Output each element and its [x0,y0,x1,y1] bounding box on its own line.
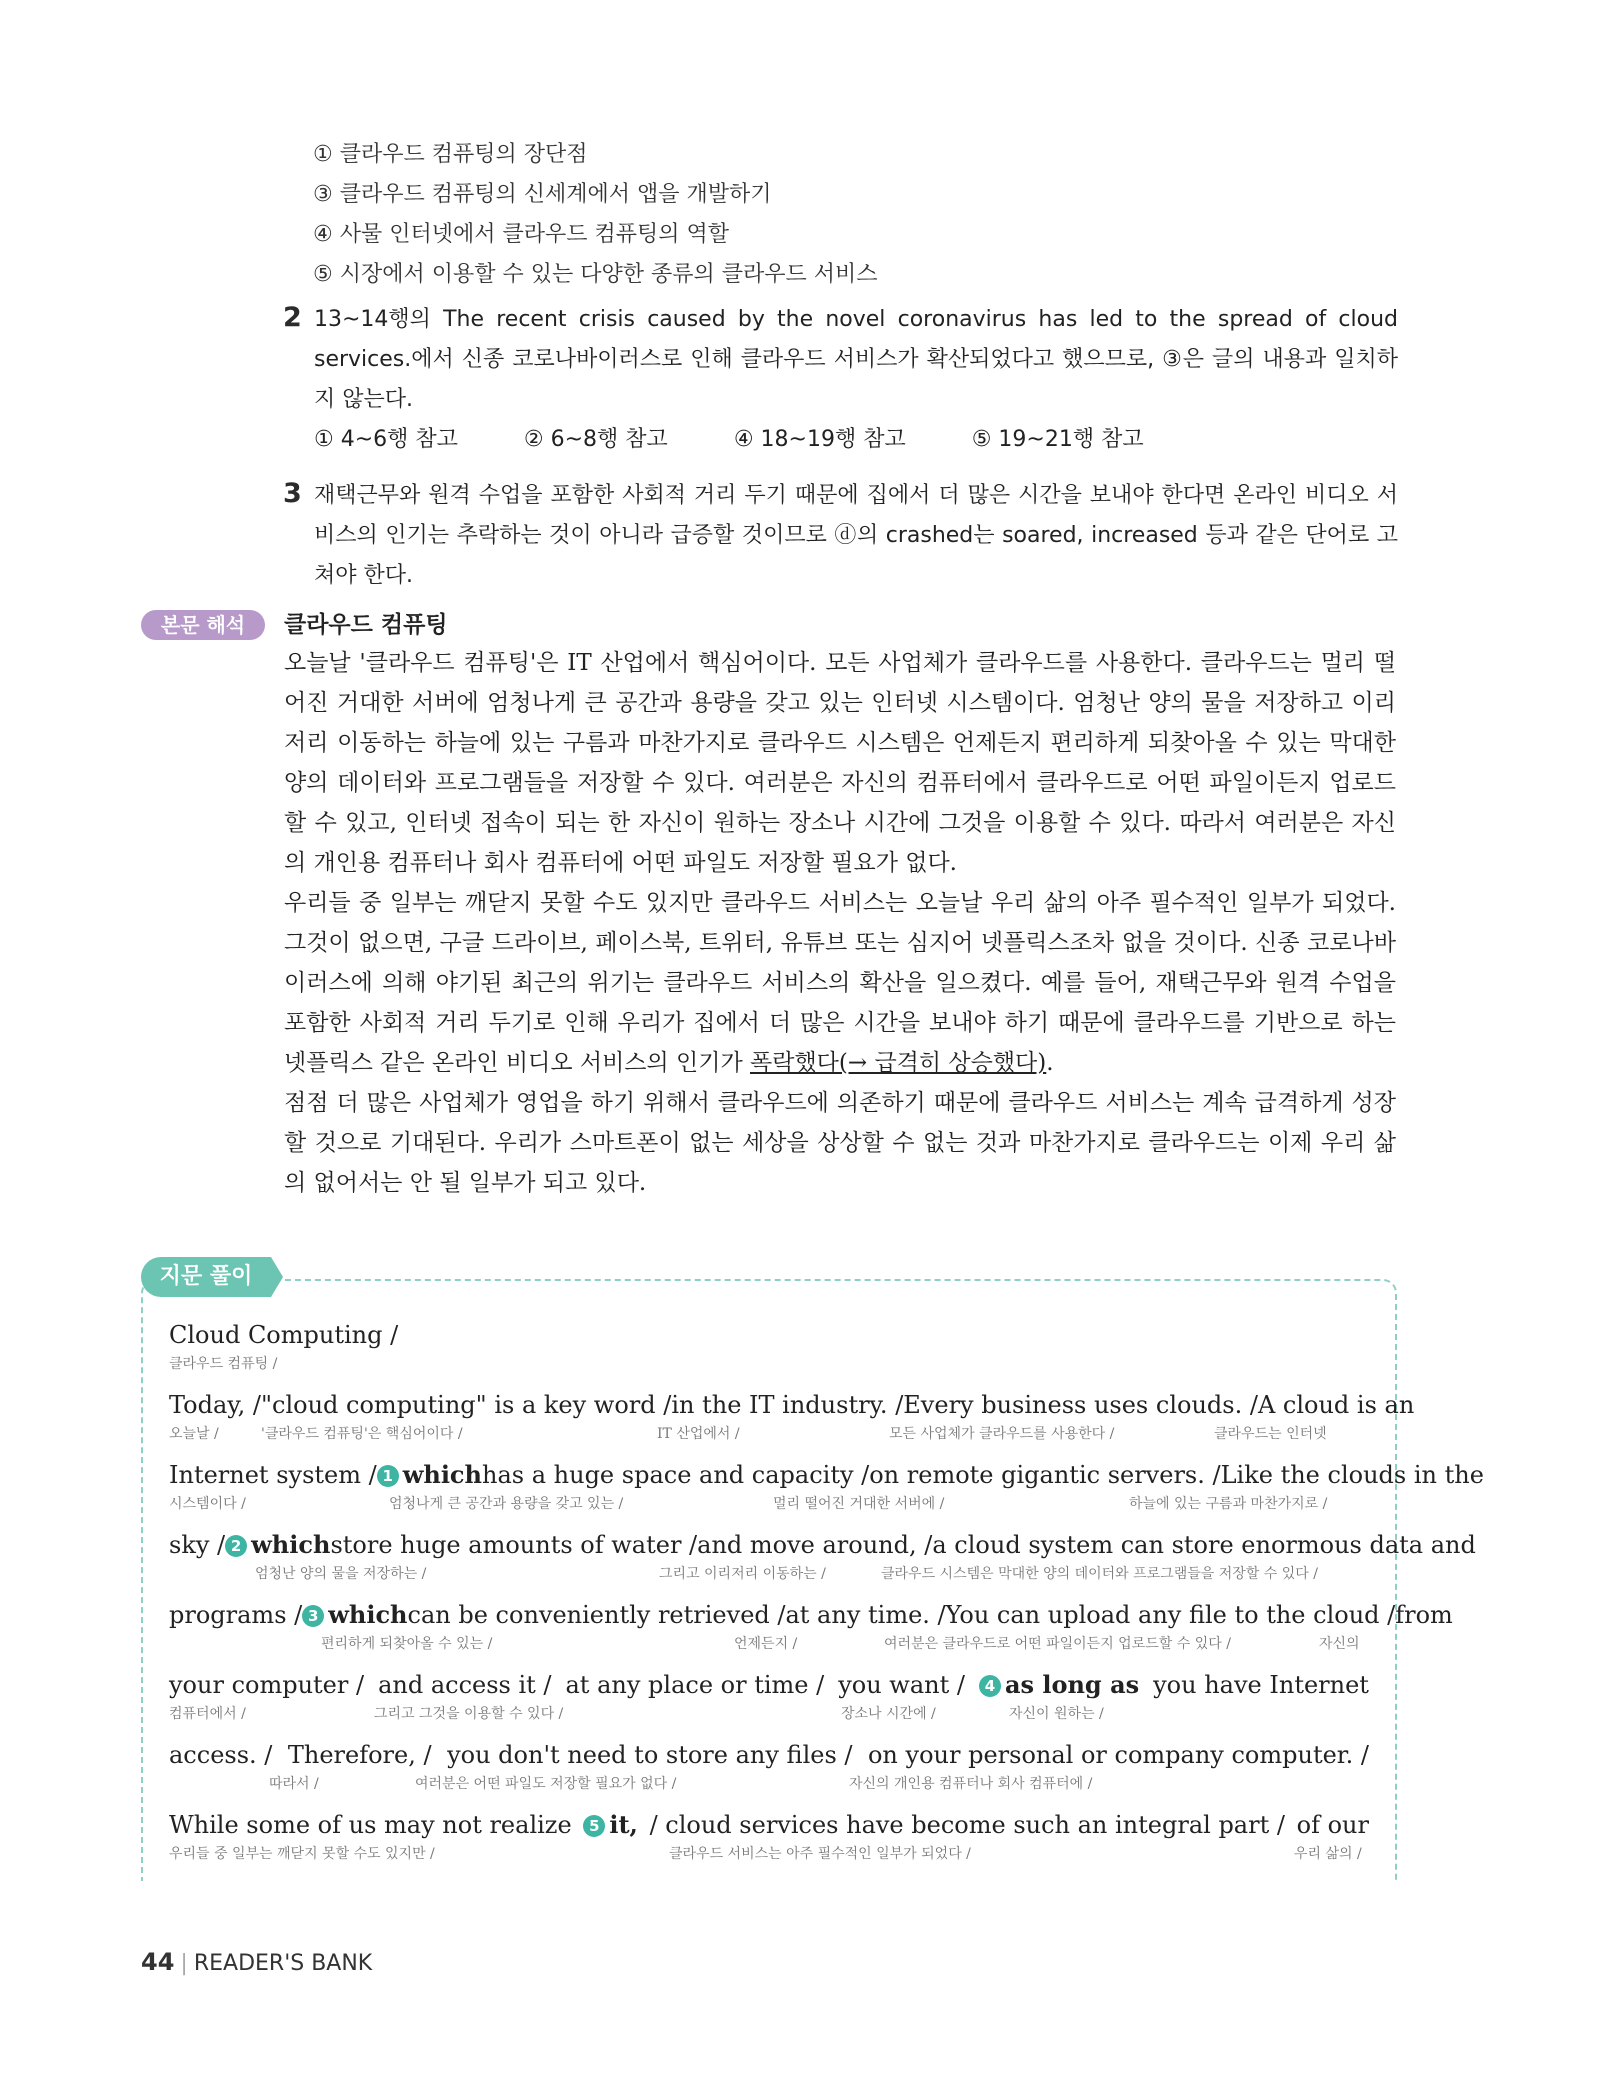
gloss: 클라우드는 인터넷 [1214,1426,1327,1442]
gloss: 엄청난 양의 물을 저장하는 / [255,1566,427,1582]
passage-line [169,1600,1453,1660]
translation-paragraph: 오늘날 '클라우드 컴퓨팅'은 IT 산업에서 핵심어이다. 모든 사업체가 클라우드를 사용한다. 클라우드는 멀리 떨어진 거대한 서버에 엄청나게 큰 공간과 용량을 갖고 있는 인터넷 시스템이다. 엄청난 양의 물을 저장하고 이리저리 이동하는 하늘에 있는 구름과 마찬가지로 클라우드 시스템은 언제든지 편리하게 되찾아올 수 있는 막대한 양의 데이터와 프로그램들을 저장할 수 있다. 여러분은 자신의 컴퓨터에서 클라우드로 어떤 파일이든지 업로드할 수 있고, 인터넷 접속이 되는 한 자신이 원하는 장소나 시간에 그것을 이용할 수 있다. 따라서 여러분은 자신의 개인용 컴퓨터나 회사 컴퓨터에 어떤 파일도 저장할 필요가 없다. [284,650,1396,876]
keyword: as long as [1004,1670,1140,1699]
reference: ⑤ 19~21행 참고 [971,427,1144,452]
keyword: which [328,1600,408,1629]
gloss: 그리고 그것을 이용할 수 있다 / [374,1706,564,1722]
separator: | [180,1951,188,1976]
gloss: 그리고 이리저리 이동하는 / [659,1566,826,1582]
gloss: IT 산업에서 / [657,1426,740,1442]
phrase: Today, / [169,1391,261,1419]
gloss: 여러분은 어떤 파일도 저장할 필요가 없다 / [415,1776,677,1792]
phrase: on your personal or company computer. / [867,1741,1369,1769]
keyword: which [251,1530,331,1559]
gloss: 자신의 [1319,1636,1360,1652]
phrase: store huge amounts of water / [330,1531,698,1559]
phrase: / cloud services have become such an integral part / [649,1811,1285,1839]
gloss: 클라우드 서비스는 아주 필수적인 일부가 되었다 / [669,1846,971,1862]
page-number: 44 [141,1948,175,1976]
phrase: a cloud system can store enormous data and [932,1531,1476,1559]
gloss: '클라우드 컴퓨팅'은 핵심어이다 / [261,1426,463,1442]
keyword: it, [609,1810,638,1839]
explanation-text: 재택근무와 원격 수업을 포함한 사회적 거리 두기 때문에 집에서 더 많은 시간을 보내야 한다면 온라인 비디오 서비스의 인기는 추락하는 것이 아니라 급증할 것이므로 ⓓ의 crashed는 soared, increased 등과 같은 단어로 고쳐야 한다. [314,483,1398,588]
gloss: 장소나 시간에 / [841,1706,936,1722]
phrase: at any time. / [785,1601,946,1629]
phrase-with-marker [225,1530,330,1560]
corrected-phrase: 폭락했다(→ 급격히 상승했다) [750,1050,1047,1076]
phrase: sky / [169,1531,226,1559]
phrase: your computer / [169,1671,365,1699]
paragraph-end: . [1046,1050,1054,1076]
gloss: 클라우드 컴퓨팅 / [169,1356,278,1372]
translation-body [284,643,1396,1203]
gloss: 오늘날 / [169,1426,219,1442]
gloss: 따라서 / [269,1776,319,1792]
marker-5-icon: 5 [583,1815,605,1837]
reference: ④ 18~19행 참고 [733,427,906,452]
phrase: and move around, / [697,1531,933,1559]
phrase-with-marker [302,1600,407,1630]
translation-title: 클라우드 컴퓨팅 [284,612,448,638]
phrase-with-marker [583,1810,638,1840]
phrase: Therefore, / [287,1741,432,1769]
gloss: 클라우드 시스템은 막대한 양의 데이터와 프로그램들을 저장할 수 있다 / [881,1566,1318,1582]
option-1: ① 클라우드 컴퓨팅의 장단점 [313,142,588,167]
paragraph-text: 우리들 중 일부는 깨닫지 못할 수도 있지만 클라우드 서비스는 오늘날 우리 삶의 아주 필수적인 일부가 되었다. 그것이 없으면, 구글 드라이브, 페이스북, 트위터, 유튜브 또는 심지어 넷플릭스조차 없을 것이다. 신종 코로나바이러스에 의해 야기된 최근의 위기는 클라우드 서비스의 확산을 일으켰다. 예를 들어, 재택근무와 원격 수업을 포함한 사회적 거리 두기로 인해 우리가 집에서 더 많은 시간을 보내야 하기 때문에 클라우드를 기반으로 하는 넷플릭스 같은 온라인 비디오 서비스의 인기가 [284,890,1396,1076]
phrase-with-marker [979,1670,1139,1700]
gloss: 우리 삶의 / [1294,1846,1362,1862]
phrase: in the IT industry. / [671,1391,904,1419]
passage-line [169,1390,1415,1450]
explanation-2 [283,300,1398,460]
book-title: READER'S BANK [193,1951,373,1976]
phrase: Every business uses clouds. / [903,1391,1258,1419]
phrase: you want / [838,1671,965,1699]
phrase: A cloud is an [1257,1391,1415,1419]
gloss: 여러분은 클라우드로 어떤 파일이든지 업로드할 수 있다 / [884,1636,1231,1652]
phrase: programs / [169,1601,303,1629]
keyword: which [402,1460,482,1489]
question-number: 3 [283,478,302,509]
passage-line [169,1810,1369,1870]
translation-paragraph [284,883,1396,1083]
explanation-3 [283,476,1398,596]
page-footer [141,1948,372,1976]
phrase: of our [1296,1811,1369,1839]
phrase: from [1395,1601,1453,1629]
passage-line [169,1530,1476,1590]
option-4: ④ 사물 인터넷에서 클라우드 컴퓨팅의 역할 [313,222,729,247]
passage-line [169,1670,1369,1730]
phrase: Cloud Computing / [169,1321,399,1349]
gloss: 모든 사업체가 클라우드를 사용한다 / [889,1426,1115,1442]
translation-paragraph: 점점 더 많은 사업체가 영업을 하기 위해서 클라우드에 의존하기 때문에 클라우드 서비스는 계속 급격하게 성장할 것으로 기대된다. 우리가 스마트폰이 없는 세상을 상상할 수 없는 것과 마찬가지로 클라우드는 이제 우리 삶의 없어서는 안 될 일부가 되고 있다. [284,1090,1396,1196]
gloss: 시스템이다 / [169,1496,246,1512]
gloss: 엄청나게 큰 공간과 용량을 갖고 있는 / [389,1496,624,1512]
option-3: ③ 클라우드 컴퓨팅의 신세계에서 앱을 개발하기 [313,182,772,207]
phrase: has a huge space and capacity / [482,1461,870,1489]
phrase: on remote gigantic servers. / [869,1461,1221,1489]
line-references [314,420,1398,460]
phrase: you don't need to store any files / [447,1741,853,1769]
phrase: "cloud computing" is a key word / [260,1391,672,1419]
gloss: 컴퓨터에서 / [169,1706,246,1722]
reference: ② 6~8행 참고 [523,427,668,452]
passage-line [169,1320,1369,1380]
phrase: and access it / [378,1671,552,1699]
gloss: 우리들 중 일부는 깨닫지 못할 수도 있지만 / [169,1846,435,1862]
marker-1-icon: 1 [377,1465,399,1487]
translation-badge: 본문 해석 [141,610,265,640]
phrase: Internet system / [169,1461,377,1489]
gloss: 멀리 떨어진 거대한 서버에 / [773,1496,945,1512]
marker-3-icon: 3 [302,1605,324,1627]
gloss: 편리하게 되찾아올 수 있는 / [321,1636,493,1652]
phrase: Like the clouds in the [1220,1461,1484,1489]
marker-4-icon: 4 [979,1675,1001,1697]
phrase: can be conveniently retrieved / [407,1601,786,1629]
explanation-text: 13~14행의 The recent crisis caused by the novel coronavirus has led to the spread of cloud services.에서 신종 코로나바이러스로 인해 클라우드 서비스가 확산되었다고 했으므로, ③은 글의 내용과 일치하지 않는다. [314,307,1398,412]
question-number: 2 [283,302,302,333]
passage-line [169,1740,1369,1800]
phrase: at any place or time / [565,1671,825,1699]
reference: ① 4~6행 참고 [314,427,458,452]
gloss: 언제든지 / [734,1636,798,1652]
gloss: 자신이 원하는 / [1009,1706,1104,1722]
phrase: access. / [169,1741,273,1769]
badge-tip [271,1257,283,1297]
analysis-badge: 지문 풀이 [141,1257,271,1297]
option-5: ⑤ 시장에서 이용할 수 있는 다양한 종류의 클라우드 서비스 [313,262,878,287]
phrase-with-marker [377,1460,482,1490]
phrase: you have Internet [1153,1671,1369,1699]
phrase: While some of us may not realize [169,1811,572,1839]
gloss: 하늘에 있는 구름과 마찬가지로 / [1129,1496,1328,1512]
phrase: You can upload any file to the cloud / [945,1601,1396,1629]
passage-line [169,1460,1484,1520]
answer-option-list [313,135,877,295]
marker-2-icon: 2 [225,1535,247,1557]
gloss: 자신의 개인용 컴퓨터나 회사 컴퓨터에 / [849,1776,1093,1792]
